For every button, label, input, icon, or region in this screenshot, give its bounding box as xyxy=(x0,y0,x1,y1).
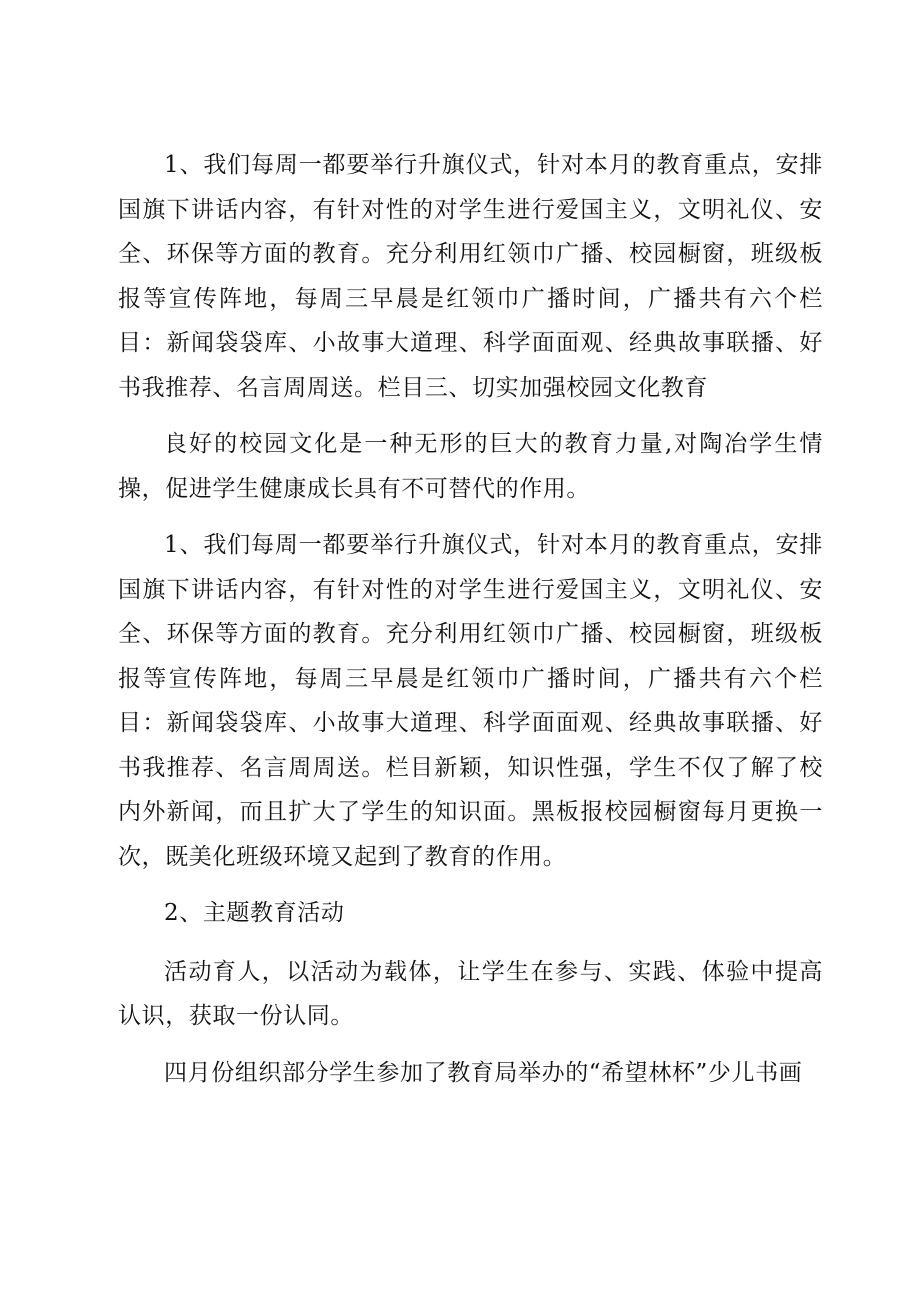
document-body xyxy=(118,143,823,1107)
paragraph-activity-education: 活动育人，以活动为载体，让学生在参与、实践、体验中提高认识，获取一份认同。 xyxy=(118,958,823,1029)
paragraph-flag-ceremony-1: 1、我们每周一都要举行升旗仪式，针对本月的教育重点，安排国旗下讲话内容，有针对性的对学生进行爱国主义，文明礼仪、安全、环保等方面的教育。充分利用红领巾广播、校园橱窗，班级板报等宣传阵地，每周三早晨是红领巾广播时间，广播共有六个栏目：新闻袋袋库、小故事大道理、科学面面观、经典故事联播、好书我推荐、名言周周送。栏目三、切实加强校园文化教育 xyxy=(118,152,823,401)
paragraph-flag-ceremony-2: 1、我们每周一都要举行升旗仪式，针对本月的教育重点，安排国旗下讲话内容，有针对性的对学生进行爱国主义，文明礼仪、安全、环保等方面的教育。充分利用红领巾广播、校园橱窗，班级板报等宣传阵地，每周三早晨是红领巾广播时间，广播共有六个栏目：新闻袋袋库、小故事大道理、科学面面观、经典故事联播、好书我推荐、名言周周送。栏目新颖，知识性强，学生不仅了解了校内外新闻，而且扩大了学生的知识面。黑板报校园橱窗每月更换一次，既美化班级环境又起到了教育的作用。 xyxy=(118,532,823,870)
section-heading-theme-education: 2、主题教育活动 xyxy=(164,900,345,926)
paragraph-april-activity: 四月份组织部分学生参加了教育局举办的“希望林杯”少儿书画 xyxy=(164,1059,803,1086)
paragraph-campus-culture: 良好的校园文化是一种无形的巨大的教育力量,对陶冶学生情操，促进学生健康成长具有不可替代的作用。 xyxy=(118,431,823,502)
